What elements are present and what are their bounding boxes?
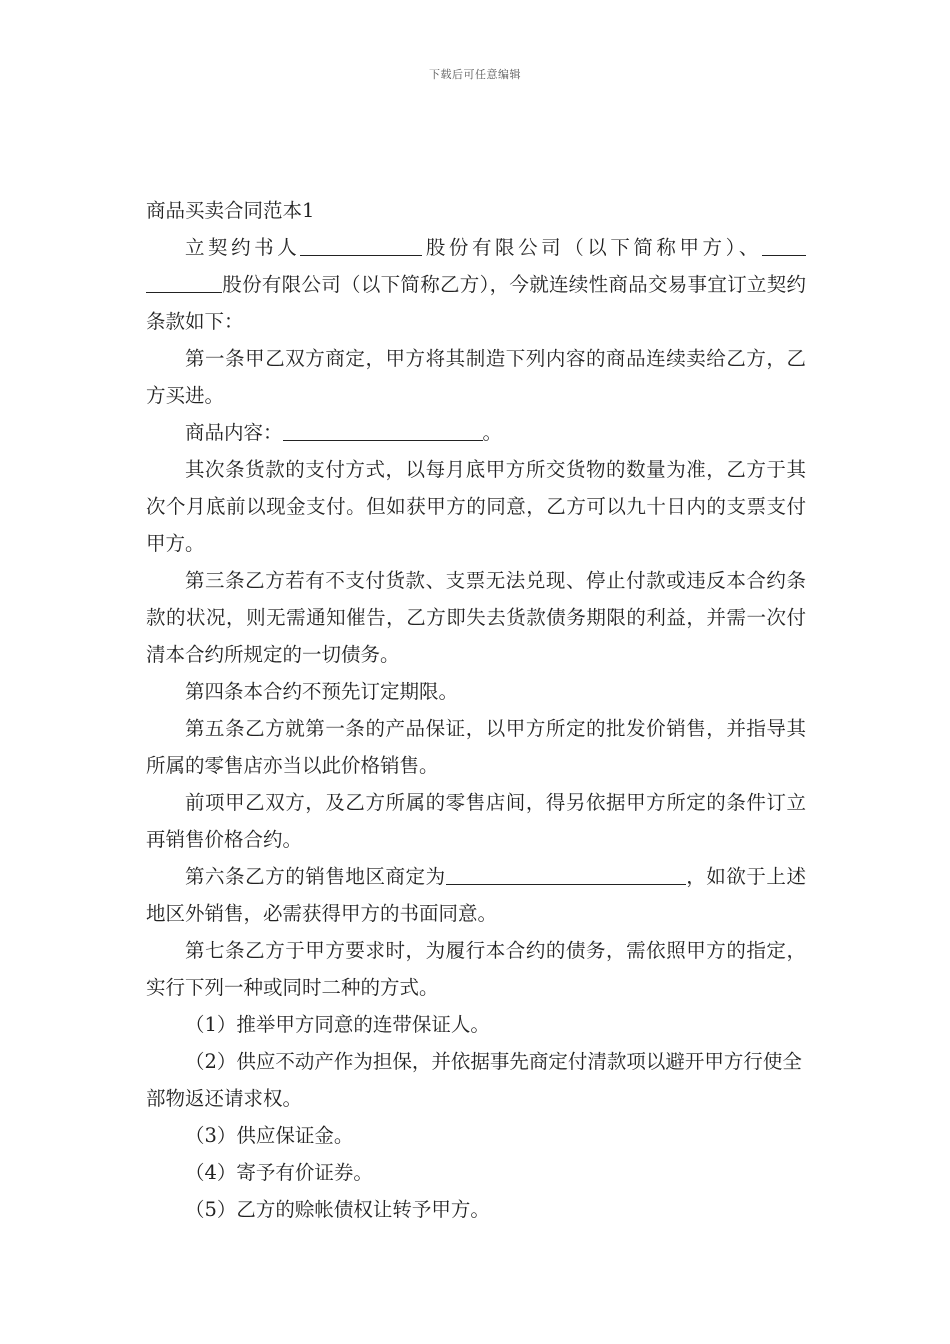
paragraph-article-3: 第三条乙方若有不支付货款、支票无法兑现、停止付款或违反本合约条款的状况，则无需通知催告，乙方即失去货款债务期限的利益，并需一次付清本合约所规定的一切债务。 bbox=[146, 569, 806, 666]
paragraph-article-5: 第五条乙方就第一条的产品保证，以甲方所定的批发价销售，并指导其所属的零售店亦当以此价格销售。 bbox=[146, 717, 806, 777]
intro-text-3: 股份有限公司（以下简称乙方），今就连续性商品交易事宜订立契约条款如下： bbox=[146, 273, 806, 333]
list-item: （3）供应保证金。 bbox=[185, 1124, 354, 1147]
goods-blank bbox=[283, 421, 483, 442]
paragraph-article-6 bbox=[146, 858, 806, 932]
goods-label: 商品内容： bbox=[185, 421, 283, 444]
goods-end: 。 bbox=[482, 421, 503, 444]
list-item: （1）推举甲方同意的连带保证人。 bbox=[185, 1013, 490, 1036]
paragraph-intro bbox=[146, 229, 806, 340]
intro-text-1: 立契约书人 bbox=[185, 236, 301, 259]
article-6-text-2: ，如欲于上述地区外销售，必需获得甲方的书面同意。 bbox=[146, 865, 806, 925]
party-a-blank bbox=[300, 236, 422, 257]
article-6-text-1: 第六条乙方的销售地区商定为 bbox=[185, 865, 446, 888]
paragraph-goods bbox=[146, 414, 806, 451]
header-note: 下载后可任意编辑 bbox=[429, 68, 521, 81]
intro-text-2: 股份有限公司（以下简称甲方）、 bbox=[422, 236, 762, 259]
paragraph-article-7: 第七条乙方于甲方要求时，为履行本合约的债务，需依照甲方的指定，实行下列一种或同时二种的方式。 bbox=[146, 939, 806, 999]
paragraph-article-4: 第四条本合约不预先订定期限。 bbox=[185, 680, 459, 703]
sales-region-blank bbox=[446, 865, 686, 886]
party-b-blank-2 bbox=[146, 273, 222, 294]
list-item: （5）乙方的赊帐债权让转予甲方。 bbox=[185, 1198, 490, 1221]
paragraph-article-2: 其次条货款的支付方式，以每月底甲方所交货物的数量为准，乙方于其次个月底前以现金支付。但如获甲方的同意，乙方可以九十日内的支票支付甲方。 bbox=[146, 458, 806, 555]
list-item: （4）寄予有价证券。 bbox=[185, 1161, 373, 1184]
paragraph-article-1: 第一条甲乙双方商定，甲方将其制造下列内容的商品连续卖给乙方，乙方买进。 bbox=[146, 347, 806, 407]
party-b-blank-1 bbox=[762, 236, 806, 257]
paragraph-article-5b: 前项甲乙双方，及乙方所属的零售店间，得另依据甲方所定的条件订立再销售价格合约。 bbox=[146, 791, 806, 851]
document-body bbox=[146, 192, 806, 1228]
list-item: （2）供应不动产作为担保，并依据事先商定付清款项以避开甲方行使全部物返还请求权。 bbox=[146, 1050, 802, 1110]
document-title: 商品买卖合同范本1 bbox=[146, 199, 315, 222]
